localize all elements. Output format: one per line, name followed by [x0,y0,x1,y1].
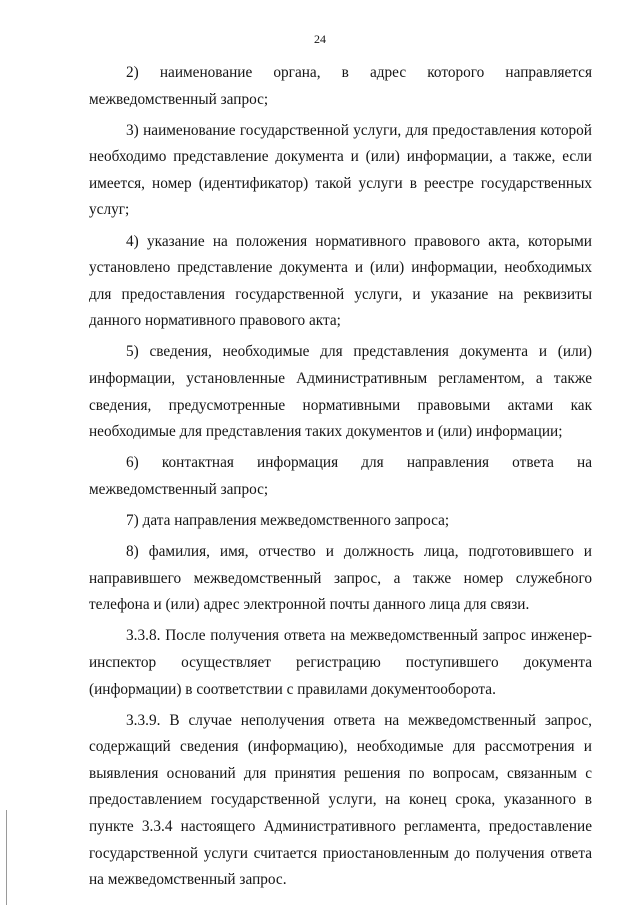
paragraph-3-3-8: 3.3.8. После получения ответа на межведомственный запрос инженер-инспектор осуществляет регистрацию поступившего документа (информации) в соответствии с правилами документооборота. [89,627,592,698]
paragraph-item-6: 6) контактная информация для направления ответа на межведомственный запрос; [89,454,592,498]
paragraph-item-5: 5) сведения, необходимые для представления документа и (или) информации, установленные Административным регламентом, а также сведения, предусмотренные нормативными правовыми актами как необходимые для представления таких документов и (или) информации; [89,343,592,441]
paragraph-item-8: 8) фамилия, имя, отчество и должность лица, подготовившего и направившего межведомственный запрос, а также номер служебного телефона и (или) адрес электронной почты данного лица для связи. [89,543,592,614]
page-number: 24 [314,32,326,46]
paragraph-item-3: 3) наименование государственной услуги, для предоставления которой необходимо представление документа и (или) информации, а также, если имеется, номер (идентификатор) такой услуги в реестре государственных услуг; [89,121,592,219]
document-body [89,60,592,894]
scan-edge-line [6,810,7,905]
paragraph-item-4: 4) указание на положения нормативного правового акта, которыми установлено представление документа и (или) информации, необходимых для предоставления государственной услуги, и указание на реквизиты данного нормативного правового акта; [89,232,592,330]
paragraph-item-2: 2) наименование органа, в адрес которого направляется межведомственный запрос; [89,64,592,108]
paragraph-item-7: 7) дата направления межведомственного запроса; [126,512,450,529]
paragraph-3-3-9: 3.3.9. В случае неполучения ответа на межведомственный запрос, содержащий сведения (информацию), необходимые для рассмотрения и выявления оснований для принятия решения по вопросам, связанным с предоставлением государственной услуги, на конец срока, указанного в пункте 3.3.4 настоящего Административного регламента, предоставление государственной услуги считается приостановленным до получения ответа на межведомственный запрос. [89,711,592,889]
